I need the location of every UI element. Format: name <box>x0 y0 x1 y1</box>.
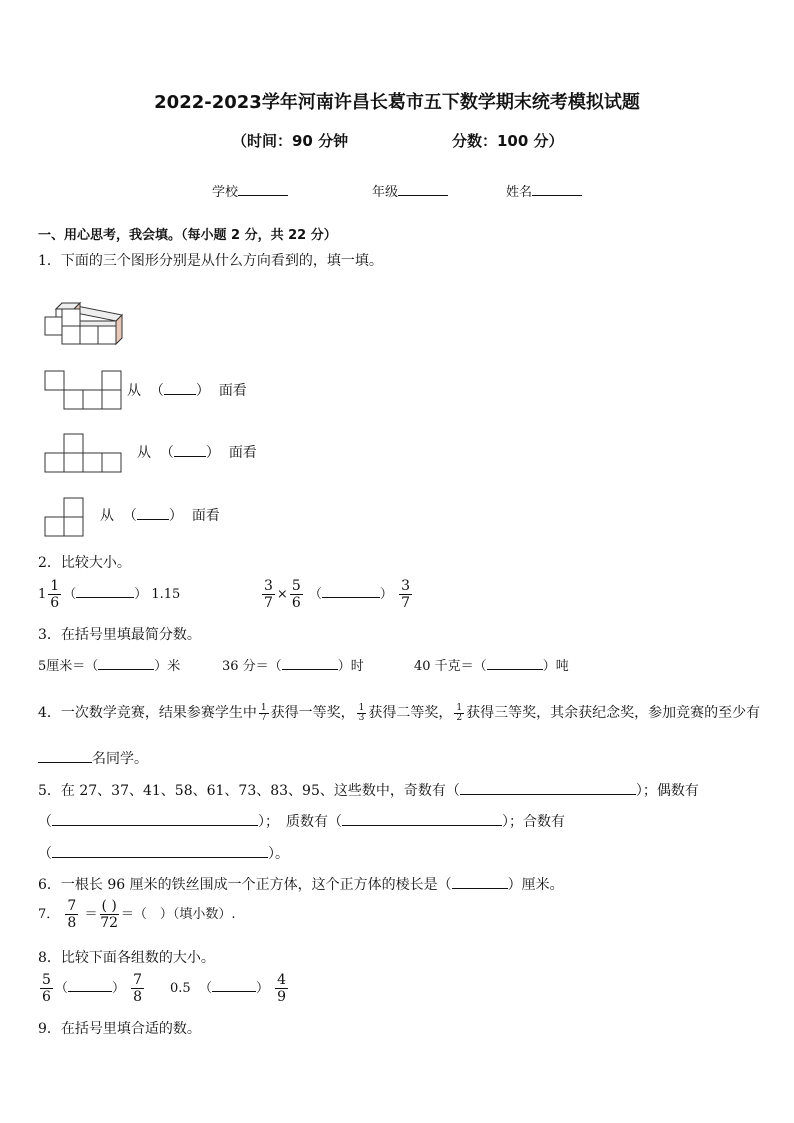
question-4: 4．一次数学竞赛，结果参赛学生中 $\frac{1}{7}$ 获得一等奖， $\frac{1}{3}$ 获得二等奖， $\frac{1}{2}$ 获得三等奖，其余获纪念奖，参加竞赛的至少有 <box>38 702 761 723</box>
name-field[interactable] <box>506 181 582 200</box>
page-title: 2022-2023学年河南许昌长葛市五下数学期末统考模拟试题 <box>154 92 640 113</box>
question-9: 9．在括号里填合适的数。 <box>38 1021 201 1037</box>
question-2: 2．比较大小。 <box>38 555 131 571</box>
view-answer-2[interactable]: 从 （ ） 面看 <box>137 442 257 462</box>
grade-label: 年级 <box>372 185 399 200</box>
view-figure-3 <box>44 497 88 539</box>
compare-8a[interactable]: $\frac{5}{6}$ （ ） $\frac{7}{8}$ <box>42 972 143 1005</box>
fraction-fill-b[interactable]: 36 分＝（ ）时 <box>222 655 364 674</box>
question-5-line3[interactable]: （ ）。 <box>38 843 289 863</box>
compare-8b[interactable]: 0.5 （ ） $\frac{4}{9}$ <box>170 972 287 1005</box>
view-answer-3[interactable]: 从 （ ） 面看 <box>100 505 220 525</box>
question-5-line1[interactable]: 5．在 27、37、41、58、61、73、83、95、这些数中，奇数有（ ）；偶数有 <box>38 780 699 800</box>
section-heading: 一、用心思考，我会填。（每小题 2 分，共 22 分） <box>38 228 337 243</box>
question-5-line2[interactable]: （ ）； 质数有（ ）；合数有 <box>38 811 565 831</box>
fraction-fill-a[interactable]: 5厘米＝（ ）米 <box>38 655 180 674</box>
name-label: 姓名 <box>506 185 533 200</box>
compare-b[interactable]: $\frac{3}{7}$ × $\frac{5}{6}$ （ ） $\frac{3}{7}$ <box>264 578 410 611</box>
question-3: 3．在括号里填最简分数。 <box>38 627 201 643</box>
view-answer-1[interactable]: 从 （ ） 面看 <box>127 380 247 400</box>
school-label: 学校 <box>212 185 239 200</box>
cube-figure <box>40 300 130 350</box>
question-6[interactable]: 6．一根长 96 厘米的铁丝围成一个正方体，这个正方体的棱长是（ ）厘米。 <box>38 874 564 894</box>
exam-score: 分数：100 分） <box>452 132 564 150</box>
question-1: 1．下面的三个图形分别是从什么方向看到的，填一填。 <box>38 253 383 269</box>
question-7[interactable]: 7． $\frac{7}{8}$ ＝ $\frac{( )}{72}$ ＝（ ）（填小数）. <box>38 898 236 931</box>
question-8: 8．比较下面各组数的大小。 <box>38 950 215 966</box>
view-figure-1 <box>44 370 124 410</box>
grade-field[interactable] <box>372 181 448 200</box>
compare-a[interactable]: 1 $\frac{1}{6}$ （ ） 1.15 <box>38 578 181 611</box>
fraction-fill-c[interactable]: 40 千克＝（ ）吨 <box>414 655 569 674</box>
view-figure-2 <box>44 433 124 473</box>
exam-time: （时间：90 分钟 <box>232 132 349 150</box>
school-field[interactable] <box>212 181 288 200</box>
question-4-answer[interactable]: 名同学。 <box>38 748 148 768</box>
